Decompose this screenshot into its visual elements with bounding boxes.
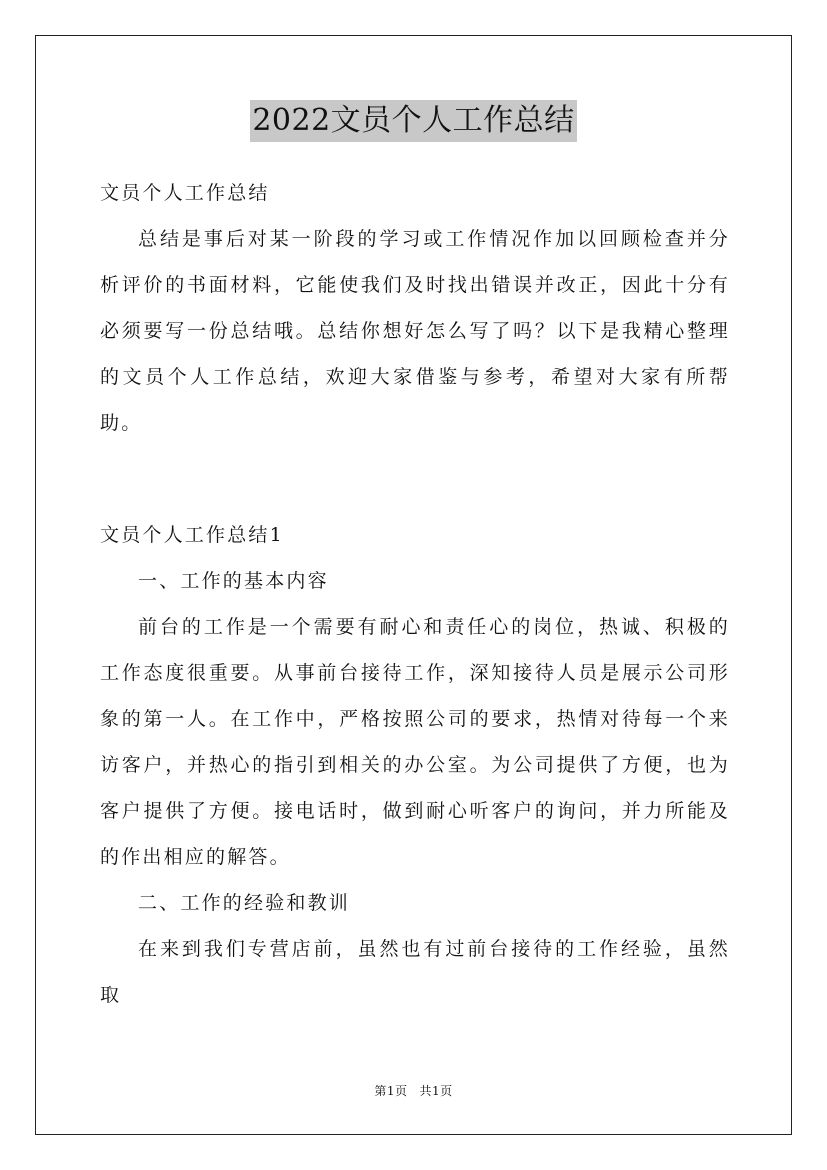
sub1-paragraph: 前台的工作是一个需要有耐心和责任心的岗位，热诚、积极的工作态度很重要。从事前台接待工作，深知接待人员是展示公司形象的第一人。在工作中，严格按照公司的要求，热情对待每一个来访客户，并热心的指引到相关的办公室。为公司提供了方便，也为客户提供了方便。接电话时，做到耐心听客户的询问，并力所能及的作出相应的解答。 — [100, 616, 730, 868]
sub1-heading: 一、工作的基本内容 — [138, 570, 329, 592]
document-body — [100, 170, 730, 1018]
document-title: 2022文员个人工作总结 — [250, 100, 576, 142]
section-spacer — [100, 446, 730, 512]
title-container — [0, 100, 827, 142]
sub2-paragraph: 在来到我们专营店前，虽然也有过前台接待的工作经验，虽然取 — [100, 938, 730, 1006]
section1-heading: 文员个人工作总结1 — [100, 524, 284, 546]
page-number-total: 共1页 — [419, 1084, 453, 1098]
sub2-heading: 二、工作的经验和教训 — [138, 892, 351, 914]
intro-heading: 文员个人工作总结 — [100, 182, 270, 204]
intro-paragraph: 总结是事后对某一阶段的学习或工作情况作加以回顾检查并分析评价的书面材料，它能使我们及时找出错误并改正，因此十分有必须要写一份总结哦。总结你想好怎么写了吗？以下是我精心整理的文员个人工作总结，欢迎大家借鉴与参考，希望对大家有所帮助。 — [100, 228, 730, 434]
page-footer — [0, 1082, 827, 1099]
page-number-current: 第1页 — [374, 1084, 408, 1098]
